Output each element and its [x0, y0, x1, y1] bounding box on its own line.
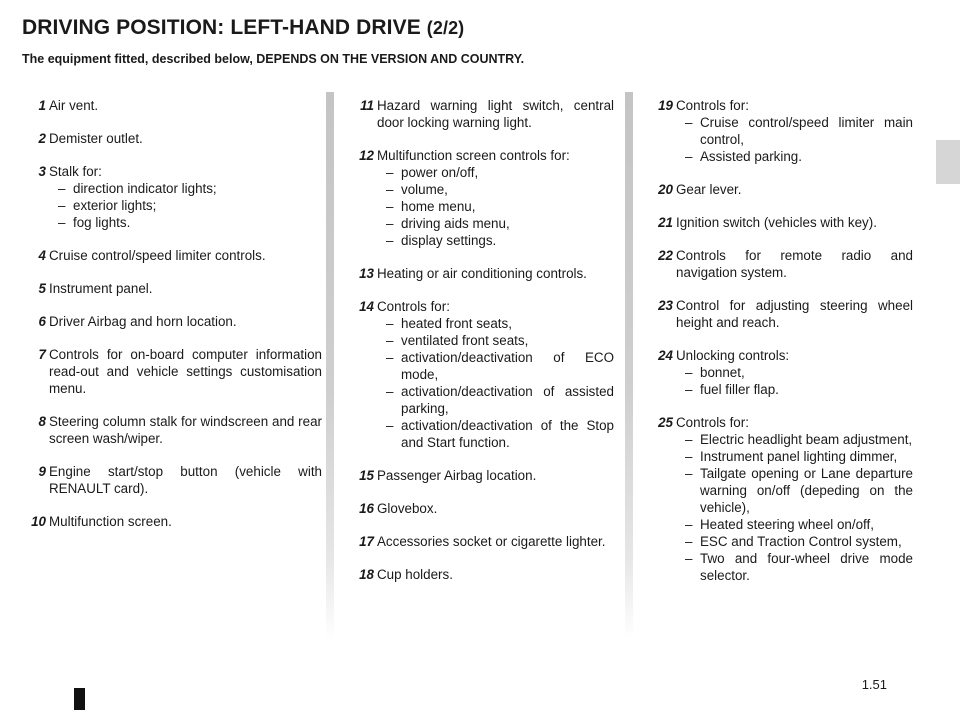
legend-number: 5 — [38, 281, 46, 296]
legend-item — [22, 130, 322, 147]
legend-subitem: – power on/off, — [350, 164, 614, 181]
legend-number: 13 — [359, 266, 374, 281]
legend-number: 8 — [38, 414, 46, 429]
legend-text: Accessories socket or cigarette lighter. — [377, 534, 606, 549]
legend-text: Control for adjusting steering wheel height and reach. — [676, 298, 913, 330]
legend-item — [22, 513, 322, 530]
legend-number: 25 — [658, 415, 673, 430]
legend-number: 9 — [38, 464, 46, 479]
legend-item-entry — [22, 247, 322, 264]
legend-text: Unlocking controls: — [676, 348, 790, 363]
legend-number: 15 — [359, 468, 374, 483]
legend-text: Hazard warning light switch, central door locking warning light. — [377, 98, 614, 130]
legend-number: 20 — [658, 182, 673, 197]
legend-text: Controls for: — [676, 415, 749, 430]
legend-subitem: – activation/deactivation of assisted parking, — [350, 383, 614, 417]
legend-subitem: – Assisted parking. — [649, 148, 913, 165]
legend-item — [649, 414, 913, 584]
legend-item-entry — [649, 181, 913, 198]
legend-text: Controls for: — [377, 299, 450, 314]
legend-item-entry — [22, 413, 322, 447]
legend-subitem: – Cruise control/speed limiter main control, — [649, 114, 913, 148]
legend-text: Cruise control/speed limiter controls. — [49, 248, 266, 263]
legend-text: Controls for on-board computer information read-out and vehicle settings customisation menu. — [49, 347, 322, 396]
legend-text: Glovebox. — [377, 501, 438, 516]
legend-sublist — [350, 164, 614, 249]
legend-subitem: – display settings. — [350, 232, 614, 249]
legend-text: Demister outlet. — [49, 131, 143, 146]
column-divider — [625, 92, 633, 640]
legend-text: Controls for remote radio and navigation system. — [676, 248, 913, 280]
legend-item-entry — [649, 347, 913, 364]
legend-subitem: – heated front seats, — [350, 315, 614, 332]
legend-item-entry — [350, 147, 614, 164]
legend-item — [649, 181, 913, 198]
legend-sublist — [22, 180, 322, 231]
legend-number: 16 — [359, 501, 374, 516]
legend-subitem: – fog lights. — [22, 214, 322, 231]
legend-item — [350, 298, 614, 451]
legend-item-entry — [22, 97, 322, 114]
legend-number: 1 — [38, 98, 46, 113]
legend-item — [649, 347, 913, 398]
legend-item — [350, 265, 614, 282]
legend-subitem: – home menu, — [350, 198, 614, 215]
legend-number: 3 — [38, 164, 46, 179]
legend-text: Driver Airbag and horn location. — [49, 314, 237, 329]
legend-text: Gear lever. — [676, 182, 742, 197]
legend-item-entry — [350, 533, 614, 550]
legend-subitem: – bonnet, — [649, 364, 913, 381]
legend-item-entry — [22, 130, 322, 147]
legend-subitem: – Tailgate opening or Lane departure warning on/off (depeding on the vehicle), — [649, 465, 913, 516]
legend-subitem: – ESC and Traction Control system, — [649, 533, 913, 550]
legend-text: Engine start/stop button (vehicle with RENAULT card). — [49, 464, 322, 496]
legend-item — [649, 97, 913, 165]
legend-number: 11 — [360, 98, 374, 113]
legend-number: 7 — [38, 347, 46, 362]
legend-item — [350, 147, 614, 249]
legend-number: 6 — [38, 314, 46, 329]
legend-item — [350, 566, 614, 583]
legend-item — [22, 163, 322, 231]
legend-number: 10 — [31, 514, 46, 529]
page-title-suffix: (2/2) — [426, 18, 465, 38]
legend-number: 19 — [658, 98, 673, 113]
column-2 — [350, 97, 614, 599]
legend-subitem: – direction indicator lights; — [22, 180, 322, 197]
legend-item — [22, 313, 322, 330]
legend-number: 2 — [38, 131, 46, 146]
legend-subitem: – Electric headlight beam adjustment, — [649, 431, 913, 448]
legend-sublist — [649, 364, 913, 398]
legend-item-entry — [350, 97, 614, 131]
legend-number: 17 — [359, 534, 374, 549]
legend-text: Cup holders. — [377, 567, 453, 582]
legend-item — [649, 247, 913, 281]
legend-item-entry — [22, 463, 322, 497]
legend-item — [22, 413, 322, 447]
legend-item-entry — [22, 346, 322, 397]
legend-number: 22 — [658, 248, 673, 263]
page-title-main: DRIVING POSITION: LEFT-HAND DRIVE — [22, 16, 421, 39]
legend-text: Steering column stalk for windscreen and rear screen wash/wiper. — [49, 414, 322, 446]
legend-item-entry — [649, 297, 913, 331]
legend-item — [350, 97, 614, 131]
legend-number: 23 — [658, 298, 673, 313]
column-3 — [649, 97, 913, 600]
legend-item-entry — [649, 97, 913, 114]
legend-number: 12 — [359, 148, 374, 163]
legend-subitem: – Heated steering wheel on/off, — [649, 516, 913, 533]
section-tab — [936, 140, 960, 184]
legend-item — [22, 97, 322, 114]
legend-text: Stalk for: — [49, 164, 102, 179]
legend-item — [22, 346, 322, 397]
legend-subitem: – activation/deactivation of ECO mode, — [350, 349, 614, 383]
page-edge-mark — [74, 688, 85, 710]
legend-item — [649, 214, 913, 231]
legend-item-entry — [22, 313, 322, 330]
legend-item-entry — [350, 298, 614, 315]
legend-item-entry — [649, 214, 913, 231]
legend-item-entry — [350, 265, 614, 282]
legend-item — [350, 533, 614, 550]
legend-subitem: – driving aids menu, — [350, 215, 614, 232]
column-divider — [326, 92, 334, 640]
legend-item — [22, 463, 322, 497]
legend-item — [22, 247, 322, 264]
legend-sublist — [350, 315, 614, 451]
legend-number: 4 — [38, 248, 46, 263]
legend-number: 24 — [658, 348, 673, 363]
legend-number: 21 — [658, 215, 673, 230]
legend-subitem: – Two and four-wheel drive mode selector. — [649, 550, 913, 584]
legend-subitem: – Instrument panel lighting dimmer, — [649, 448, 913, 465]
legend-sublist — [649, 431, 913, 584]
legend-item-entry — [649, 247, 913, 281]
legend-subitem: – activation/deactivation of the Stop and Start function. — [350, 417, 614, 451]
page-subtitle: The equipment fitted, described below, DEPENDS ON THE VERSION AND COUNTRY. — [22, 52, 525, 66]
legend-item-entry — [350, 500, 614, 517]
legend-subitem: – fuel filler flap. — [649, 381, 913, 398]
legend-text: Controls for: — [676, 98, 749, 113]
legend-item — [350, 467, 614, 484]
legend-item — [649, 297, 913, 331]
legend-subitem: – ventilated front seats, — [350, 332, 614, 349]
legend-item-entry — [22, 513, 322, 530]
legend-text: Air vent. — [49, 98, 99, 113]
legend-item-entry — [350, 467, 614, 484]
page-number: 1.51 — [861, 677, 887, 692]
legend-item — [22, 280, 322, 297]
legend-subitem: – volume, — [350, 181, 614, 198]
legend-number: 14 — [359, 299, 374, 314]
legend-item-entry — [350, 566, 614, 583]
legend-item-entry — [649, 414, 913, 431]
page-title — [22, 16, 464, 40]
column-1 — [22, 97, 322, 546]
legend-text: Multifunction screen controls for: — [377, 148, 570, 163]
legend-text: Passenger Airbag location. — [377, 468, 537, 483]
legend-item-entry — [22, 163, 322, 180]
legend-text: Instrument panel. — [49, 281, 153, 296]
legend-number: 18 — [359, 567, 374, 582]
legend-sublist — [649, 114, 913, 165]
legend-subitem: – exterior lights; — [22, 197, 322, 214]
legend-item — [350, 500, 614, 517]
legend-text: Heating or air conditioning controls. — [377, 266, 587, 281]
legend-text: Ignition switch (vehicles with key). — [676, 215, 877, 230]
legend-item-entry — [22, 280, 322, 297]
legend-text: Multifunction screen. — [49, 514, 172, 529]
